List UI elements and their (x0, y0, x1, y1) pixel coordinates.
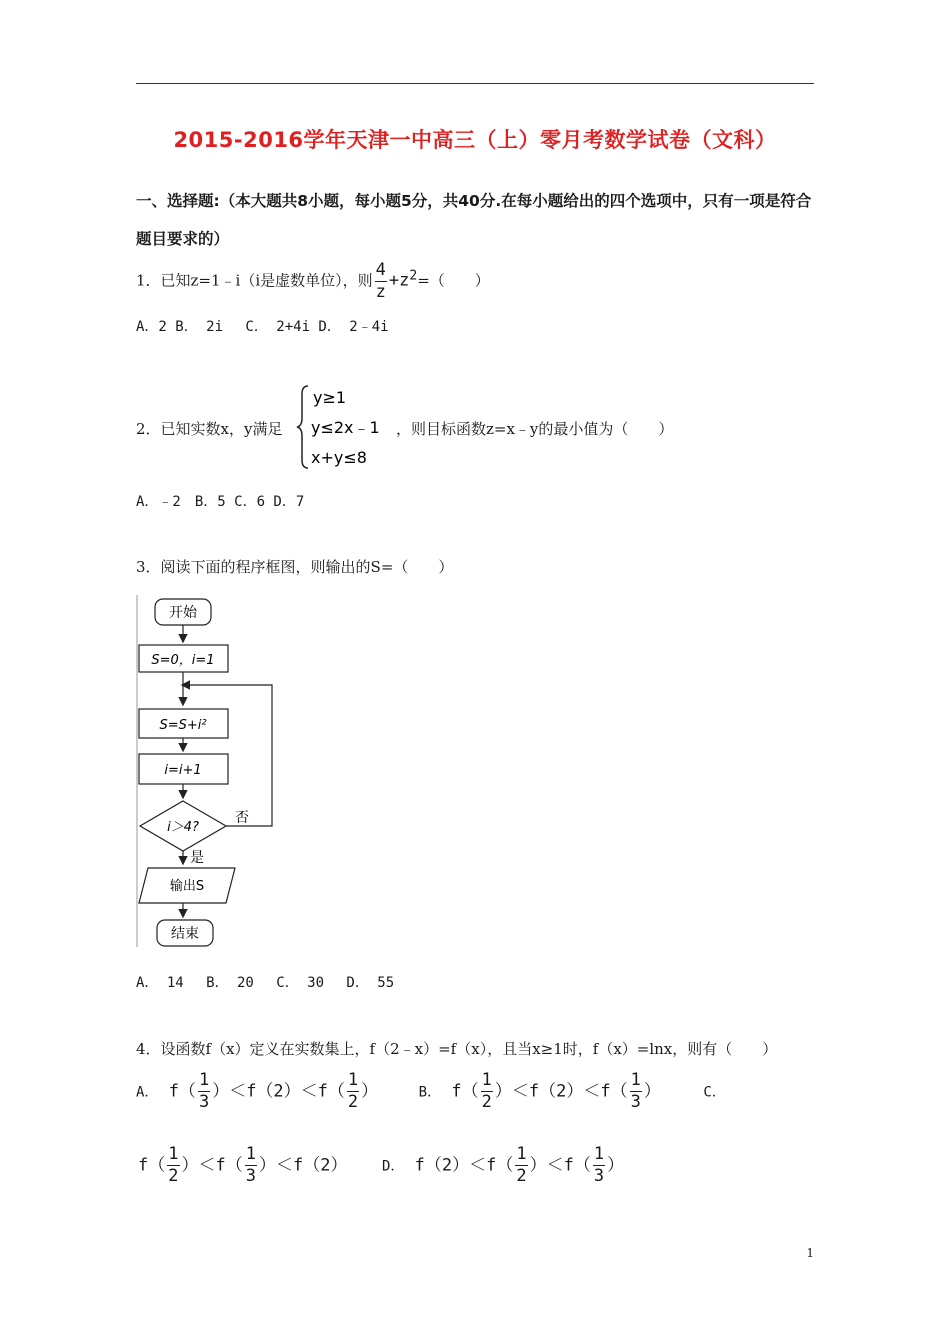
c-lt-1: ＜ (198, 1155, 216, 1176)
d-lt-2: ＜ (546, 1155, 564, 1176)
q3-stem: 3．阅读下面的程序框图，则输出的S=（ ） (136, 558, 454, 576)
b-f1: f（ (451, 1081, 479, 1102)
exam-title: 2015-2016学年天津一中高三（上）零月考数学试卷（文科） (173, 128, 777, 152)
update-i-label: i=i+1 (164, 763, 202, 778)
a-f3: f（ (317, 1081, 345, 1102)
b2-den: 3 (630, 1092, 641, 1112)
b-frac-2 (630, 1072, 642, 1111)
option-c-label: C． (703, 1084, 726, 1101)
a1-den: 3 (198, 1092, 210, 1112)
d-f1: f（2） (414, 1155, 470, 1176)
d-close-2: ） (607, 1155, 625, 1176)
q2-options: A．﹣2 B．5 C．6 D．7 (136, 494, 305, 510)
b1-den: 2 (481, 1092, 492, 1112)
left-brace-icon (297, 386, 308, 468)
d-close-1: ） (529, 1155, 547, 1176)
q1-plus-z: +z (388, 270, 410, 291)
option-d-label: D． (381, 1158, 405, 1175)
a-frac-1 (198, 1072, 210, 1111)
output-label: 输出S (169, 879, 205, 894)
option-b-label: B． (418, 1084, 442, 1101)
a-f2: f（2） (246, 1081, 301, 1102)
a-close-1: ） (212, 1081, 230, 1102)
constraint-2: y≤2x﹣1 (311, 418, 380, 437)
q4-options-row-2 (138, 1146, 624, 1185)
b-close-1: ） (494, 1081, 512, 1102)
c1-num: 1 (168, 1144, 179, 1164)
section-heading: 一、选择题:（本大题共8小题，每小题5分，共40分.在每小题给出的四个选项中，只有一项是符合题目要求的） (136, 192, 812, 248)
q4-stem: 4．设函数f（x）定义在实数集上，f（2﹣x）=f（x），且当x≥1时，f（x）=lnx，则有（ ） (136, 1040, 778, 1058)
b-f3: f（ (600, 1081, 628, 1102)
header-rule (136, 83, 814, 84)
q3-options: A． 14 B． 20 C． 30 D． 55 (136, 975, 395, 991)
q1-frac-denominator: z (375, 282, 386, 302)
c-f2: f（ (215, 1155, 243, 1176)
q1-stem-start: 1．已知z=1﹣i（i是虚数单位），则 (136, 271, 373, 290)
c-frac-2 (245, 1146, 257, 1185)
constraint-1: y≥1 (313, 388, 347, 407)
b-close-2: ） (643, 1081, 661, 1102)
end-label: 结束 (171, 926, 199, 942)
a-lt-2: ＜ (300, 1081, 318, 1102)
q1-stem-end: =（ ） (417, 271, 490, 290)
q4-options-row-1 (136, 1072, 726, 1111)
c-f3: f（2） (293, 1155, 348, 1176)
condition-label: i＞4? (167, 820, 199, 835)
b1-num: 1 (481, 1070, 492, 1090)
a-frac-2 (347, 1072, 359, 1111)
a2-den: 2 (347, 1092, 359, 1112)
c1-den: 2 (168, 1166, 179, 1186)
a-lt-1: ＜ (229, 1081, 247, 1102)
start-label: 开始 (169, 605, 197, 621)
flowchart (136, 595, 286, 950)
page-number: 1 (806, 1246, 814, 1260)
c-lt-2: ＜ (276, 1155, 293, 1176)
b-frac-1 (481, 1072, 493, 1111)
init-label: S=0，i=1 (151, 653, 215, 668)
q1-frac-numerator: 4 (375, 260, 386, 280)
d1-num: 1 (516, 1144, 527, 1164)
a1-num: 1 (198, 1070, 210, 1090)
c-frac-1 (167, 1146, 179, 1185)
d-frac-1 (515, 1146, 527, 1185)
q1-options: A．2 B． 2i C． 2+4i D． 2﹣4i (136, 319, 389, 335)
d-f2: f（ (486, 1155, 514, 1176)
b2-num: 1 (630, 1070, 641, 1090)
yes-label: 是 (190, 850, 204, 866)
d2-den: 3 (593, 1166, 605, 1186)
q2-stem-end: ，则目标函数z=x﹣y的最小值为（ ） (396, 420, 674, 438)
q1-fraction (375, 262, 387, 301)
d-f3: f（ (563, 1155, 591, 1176)
a-f1: f（ (168, 1081, 196, 1102)
c-f1: f（ (138, 1155, 166, 1176)
d-lt-1: ＜ (469, 1155, 487, 1176)
a-close-2: ） (361, 1081, 379, 1102)
question-1 (136, 262, 490, 301)
no-label: 否 (235, 810, 249, 826)
constraint-3: x+y≤8 (311, 448, 367, 467)
b-f2: f（2） (528, 1081, 584, 1102)
d1-den: 2 (516, 1166, 527, 1186)
c-close-1: ） (181, 1155, 199, 1176)
update-s-label: S=S+i² (159, 718, 207, 733)
c2-den: 3 (245, 1166, 256, 1186)
d2-num: 1 (593, 1144, 605, 1164)
d-frac-2 (593, 1146, 605, 1185)
b-lt-2: ＜ (583, 1081, 601, 1102)
c2-num: 1 (245, 1144, 256, 1164)
b-lt-1: ＜ (511, 1081, 529, 1102)
q1-exponent: 2 (409, 268, 418, 284)
option-a-label: A． (136, 1084, 159, 1101)
q2-stem-start: 2．已知实数x，y满足 (136, 420, 283, 438)
c-close-2: ） (259, 1155, 276, 1176)
a2-num: 1 (347, 1070, 359, 1090)
